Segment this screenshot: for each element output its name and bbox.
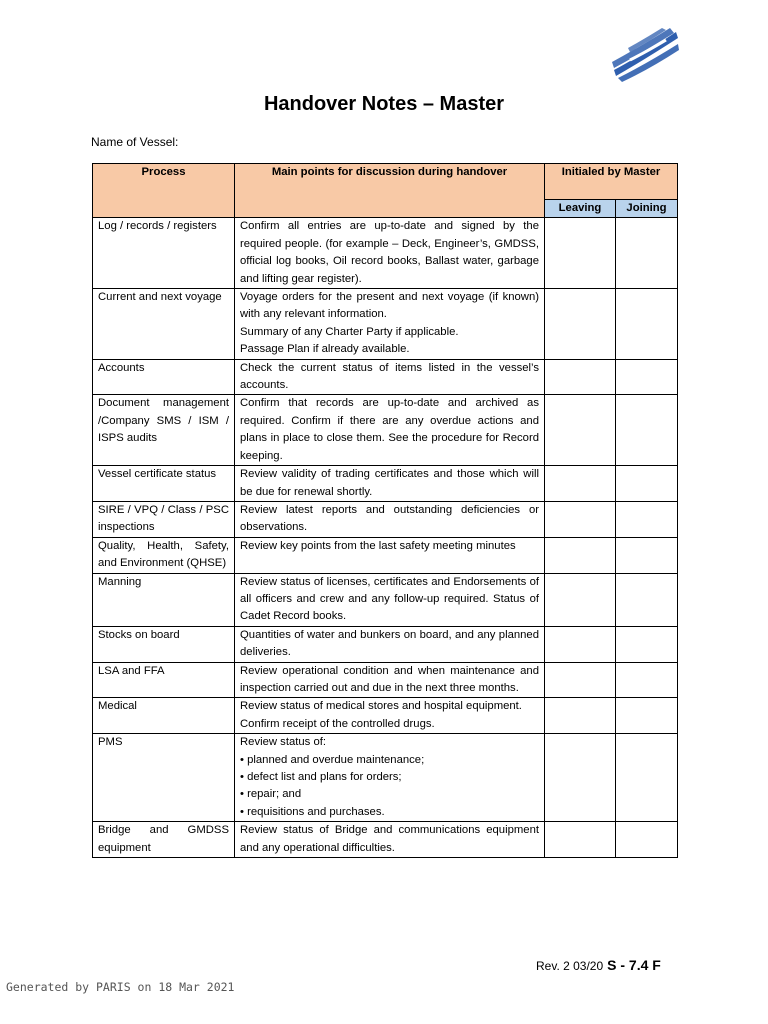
initial-leaving-cell[interactable] xyxy=(545,662,616,698)
discussion-point: Quantities of water and bunkers on board, and any planned deliveries. xyxy=(240,628,539,659)
discussion-point: • requisitions and purchases. xyxy=(240,805,385,818)
table-row xyxy=(93,822,678,858)
discussion-points-cell xyxy=(235,822,545,858)
discussion-point: Review status of licenses, certificates and Endorsements of all officers and crew and any follow-up required. Status of Cadet Record books. xyxy=(240,575,539,623)
initial-leaving-cell[interactable] xyxy=(545,734,616,822)
initial-joining-cell[interactable] xyxy=(616,698,678,734)
initial-joining-cell[interactable] xyxy=(616,573,678,626)
table-row xyxy=(93,395,678,466)
process-cell: Quality, Health, Safety, and Environment (QHSE) xyxy=(93,537,235,573)
generated-note: Generated by PARIS on 18 Mar 2021 xyxy=(6,980,235,994)
discussion-points-cell xyxy=(235,734,545,822)
discussion-points-cell xyxy=(235,626,545,662)
table-row xyxy=(93,218,678,289)
discussion-point: Voyage orders for the present and next voyage (if known) with any relevant information. xyxy=(240,291,539,321)
process-cell: SIRE / VPQ / Class / PSC inspections xyxy=(93,501,235,537)
handover-table xyxy=(92,163,678,858)
process-cell: PMS xyxy=(93,734,235,822)
document-title: Handover Notes – Master xyxy=(263,93,505,115)
vessel-name-label: Name of Vessel: xyxy=(91,135,179,149)
process-cell: Bridge and GMDSS equipment xyxy=(93,822,235,858)
discussion-point: Review key points from the last safety meeting minutes xyxy=(240,539,516,552)
initial-leaving-cell[interactable] xyxy=(545,537,616,573)
process-cell: LSA and FFA xyxy=(93,662,235,698)
discussion-point: • planned and overdue maintenance; xyxy=(240,753,425,766)
discussion-points-cell xyxy=(235,289,545,360)
discussion-point: Review operational condition and when maintenance and inspection carried out and due in the next three months. xyxy=(240,664,539,694)
footer-revision xyxy=(536,957,661,973)
initial-joining-cell[interactable] xyxy=(616,466,678,502)
discussion-point: Confirm that records are up-to-date and archived as required. Confirm if there are any overdue actions and plans in place to close them. See the procedure for Record keeping. xyxy=(240,397,539,462)
initial-leaving-cell[interactable] xyxy=(545,466,616,502)
table-row xyxy=(93,537,678,573)
discussion-point: Review status of: xyxy=(240,736,327,749)
company-logo-icon xyxy=(610,26,680,84)
table-row xyxy=(93,573,678,626)
table-body xyxy=(93,218,678,858)
initial-joining-cell[interactable] xyxy=(616,359,678,395)
header-leaving: Leaving xyxy=(545,200,616,218)
discussion-points-cell xyxy=(235,501,545,537)
initial-leaving-cell[interactable] xyxy=(545,573,616,626)
initial-joining-cell[interactable] xyxy=(616,734,678,822)
initial-joining-cell[interactable] xyxy=(616,218,678,289)
discussion-point: • defect list and plans for orders; xyxy=(240,771,402,783)
discussion-points-cell xyxy=(235,662,545,698)
discussion-point: Confirm receipt of the controlled drugs. xyxy=(240,717,435,730)
process-cell: Document management /Company SMS / ISM / ISPS audits xyxy=(93,395,235,466)
initial-joining-cell[interactable] xyxy=(616,395,678,466)
discussion-points-cell xyxy=(235,466,545,502)
table-row xyxy=(93,734,678,822)
discussion-point: Summary of any Charter Party if applicable. xyxy=(240,325,459,338)
process-cell: Log / records / registers xyxy=(93,218,235,289)
table-row xyxy=(93,662,678,698)
initial-joining-cell[interactable] xyxy=(616,501,678,537)
process-cell: Vessel certificate status xyxy=(93,466,235,502)
table-row xyxy=(93,698,678,734)
discussion-point: Review latest reports and outstanding deficiencies or observations. xyxy=(240,503,539,534)
discussion-points-cell xyxy=(235,537,545,573)
initial-leaving-cell[interactable] xyxy=(545,626,616,662)
initial-leaving-cell[interactable] xyxy=(545,359,616,395)
table-row xyxy=(93,501,678,537)
header-joining: Joining xyxy=(616,200,678,218)
initial-leaving-cell[interactable] xyxy=(545,395,616,466)
initial-joining-cell[interactable] xyxy=(616,537,678,573)
revision-text: Rev. 2 03/20 xyxy=(536,959,604,973)
discussion-point: Review status of medical stores and hospital equipment. xyxy=(240,700,522,713)
discussion-points-cell xyxy=(235,359,545,395)
initial-leaving-cell[interactable] xyxy=(545,218,616,289)
initial-leaving-cell[interactable] xyxy=(545,501,616,537)
process-cell: Accounts xyxy=(93,359,235,395)
form-code: S - 7.4 F xyxy=(607,957,661,973)
process-cell: Current and next voyage xyxy=(93,289,235,360)
header-process: Process xyxy=(93,164,235,218)
table-row xyxy=(93,466,678,502)
discussion-point: • repair; and xyxy=(240,788,302,801)
discussion-point: Review status of Bridge and communications equipment and any operational difficulties. xyxy=(240,824,539,854)
discussion-points-cell xyxy=(235,573,545,626)
initial-joining-cell[interactable] xyxy=(616,662,678,698)
discussion-points-cell xyxy=(235,395,545,466)
discussion-point: Review validity of trading certificates and those which will be due for renewal shortly. xyxy=(240,468,539,498)
discussion-point: Confirm all entries are up-to-date and signed by the required people. (for example – Deck, Engineer’s, GMDSS, official log books, Oil record books, Ballast water, garbage and lifting gear register). xyxy=(240,220,539,285)
initial-leaving-cell[interactable] xyxy=(545,289,616,360)
initial-joining-cell[interactable] xyxy=(616,289,678,360)
initial-leaving-cell[interactable] xyxy=(545,698,616,734)
table-row xyxy=(93,359,678,395)
process-cell: Manning xyxy=(93,573,235,626)
initial-leaving-cell[interactable] xyxy=(545,822,616,858)
process-cell: Medical xyxy=(93,698,235,734)
discussion-points-cell xyxy=(235,218,545,289)
initial-joining-cell[interactable] xyxy=(616,822,678,858)
header-initialed: Initialed by Master xyxy=(545,164,678,200)
discussion-point: Passage Plan if already available. xyxy=(240,343,410,356)
discussion-points-cell xyxy=(235,698,545,734)
process-cell: Stocks on board xyxy=(93,626,235,662)
header-main-points: Main points for discussion during handover xyxy=(235,164,545,218)
table-row xyxy=(93,626,678,662)
table-row xyxy=(93,289,678,360)
discussion-point: Check the current status of items listed in the vessel’s accounts. xyxy=(240,361,539,392)
initial-joining-cell[interactable] xyxy=(616,626,678,662)
